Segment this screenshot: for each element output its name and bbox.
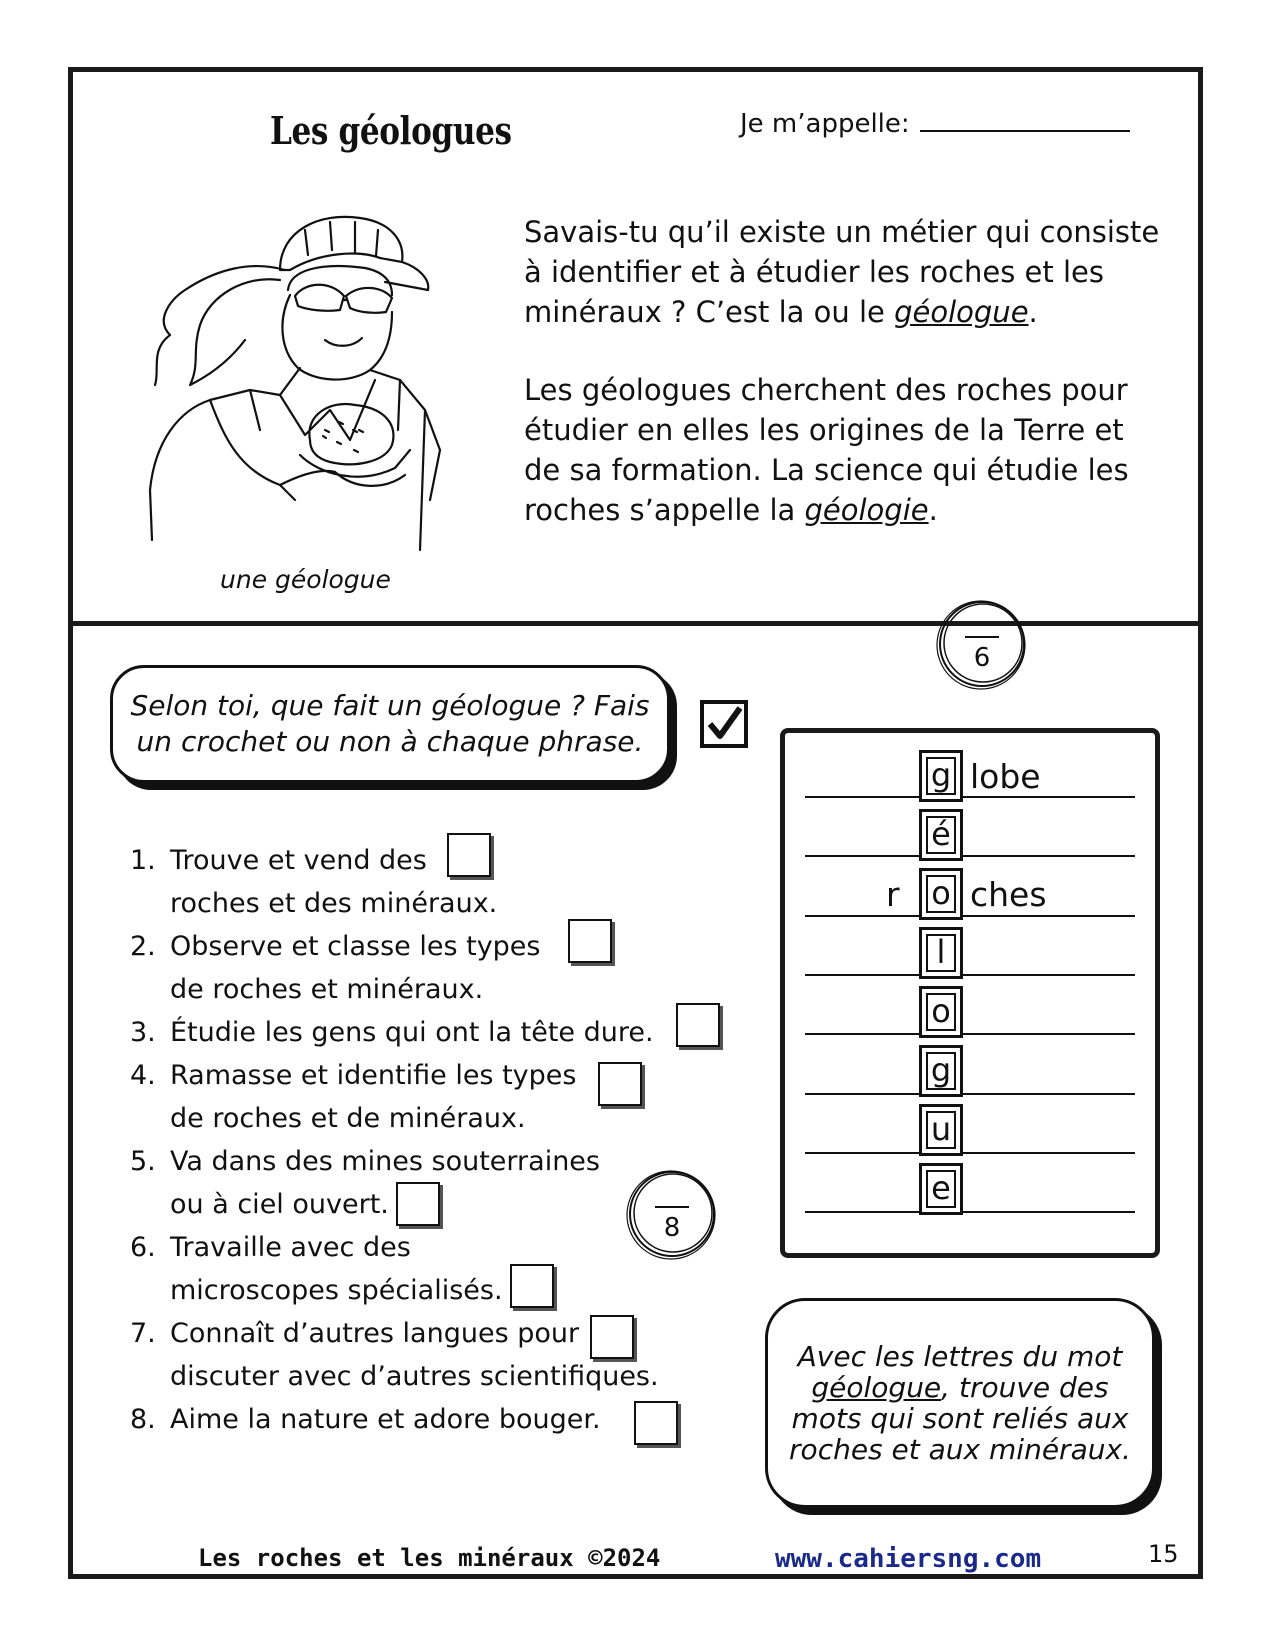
section-divider [68,621,1203,626]
answer-checkbox-7[interactable] [590,1315,634,1359]
answer-checkbox-3[interactable] [676,1003,720,1047]
term-geologie: géologie [804,493,929,527]
acrostic-letter: o [919,986,963,1038]
acrostic-instruction-box: Avec les lettres du mot géologue, trouve des mots qui sont reliés aux roches et aux minéraux. [765,1298,1155,1508]
answer-checkbox-4[interactable] [598,1062,642,1106]
intro-text [524,212,1164,568]
name-label: Je m’appelle: [740,109,910,139]
example-word-prefix: r [886,875,900,914]
answer-line[interactable] [805,1211,1135,1213]
answer-checkbox-6[interactable] [510,1264,554,1308]
answer-checkbox-5[interactable] [396,1182,440,1226]
intro-paragraph-1: Savais-tu qu’il existe un métier qui consiste à identifier et à étudier les roches et les minéraux ? C’est la ou le géologue. [524,215,1160,329]
illustration-caption: une géologue [220,565,391,594]
answer-line[interactable] [805,855,1135,857]
answer-line[interactable] [805,1152,1135,1154]
score-badge-statements [625,1167,719,1261]
answer-checkbox-1[interactable] [447,833,491,877]
score-total: 8 [663,1213,681,1243]
score-total: 6 [973,643,991,673]
name-field[interactable] [740,104,1130,139]
geologist-illustration [130,200,460,560]
term-geologue: géologue [894,295,1029,329]
acrostic-letter: l [919,927,963,979]
acrostic-panel [780,728,1160,1258]
example-word-suffix: lobe [970,757,1041,796]
acrostic-letter: g [919,750,963,802]
instruction-box: Selon toi, que fait un géologue ? Fais un crochet ou non à chaque phrase. [110,665,670,783]
intro-paragraph-2: Les géologues cherchent des roches pour étudier en elles les origines de la Terre et de sa formation. La science qui étudie les roches s’appelle la géologie. [524,373,1129,527]
page-title: Les géologues [270,108,512,153]
answer-checkbox-2[interactable] [568,919,612,963]
acrostic-letter: o [919,868,963,920]
example-word-suffix: ches [970,875,1047,914]
footer-copyright: Les roches et les minéraux ©2024 [198,1544,661,1572]
acrostic-letter: u [919,1104,963,1156]
answer-line[interactable] [805,796,1135,798]
geologist-with-rock-icon [130,200,460,560]
checkmark-icon [700,700,748,748]
answer-line[interactable] [805,1093,1135,1095]
acrostic-letter: g [919,1045,963,1097]
answer-checkbox-8[interactable] [634,1401,678,1445]
footer-link[interactable]: www.cahiersng.com [775,1544,1042,1574]
page-number: 15 [1148,1540,1179,1568]
acrostic-letter: e [919,1163,963,1215]
answer-line[interactable] [805,974,1135,976]
name-blank[interactable] [920,104,1130,132]
acrostic-letter: é [919,809,963,861]
score-badge-acrostic [935,597,1029,691]
answer-line[interactable] [805,915,1135,917]
term-geologue: géologue [811,1371,942,1404]
answer-line[interactable] [805,1033,1135,1035]
